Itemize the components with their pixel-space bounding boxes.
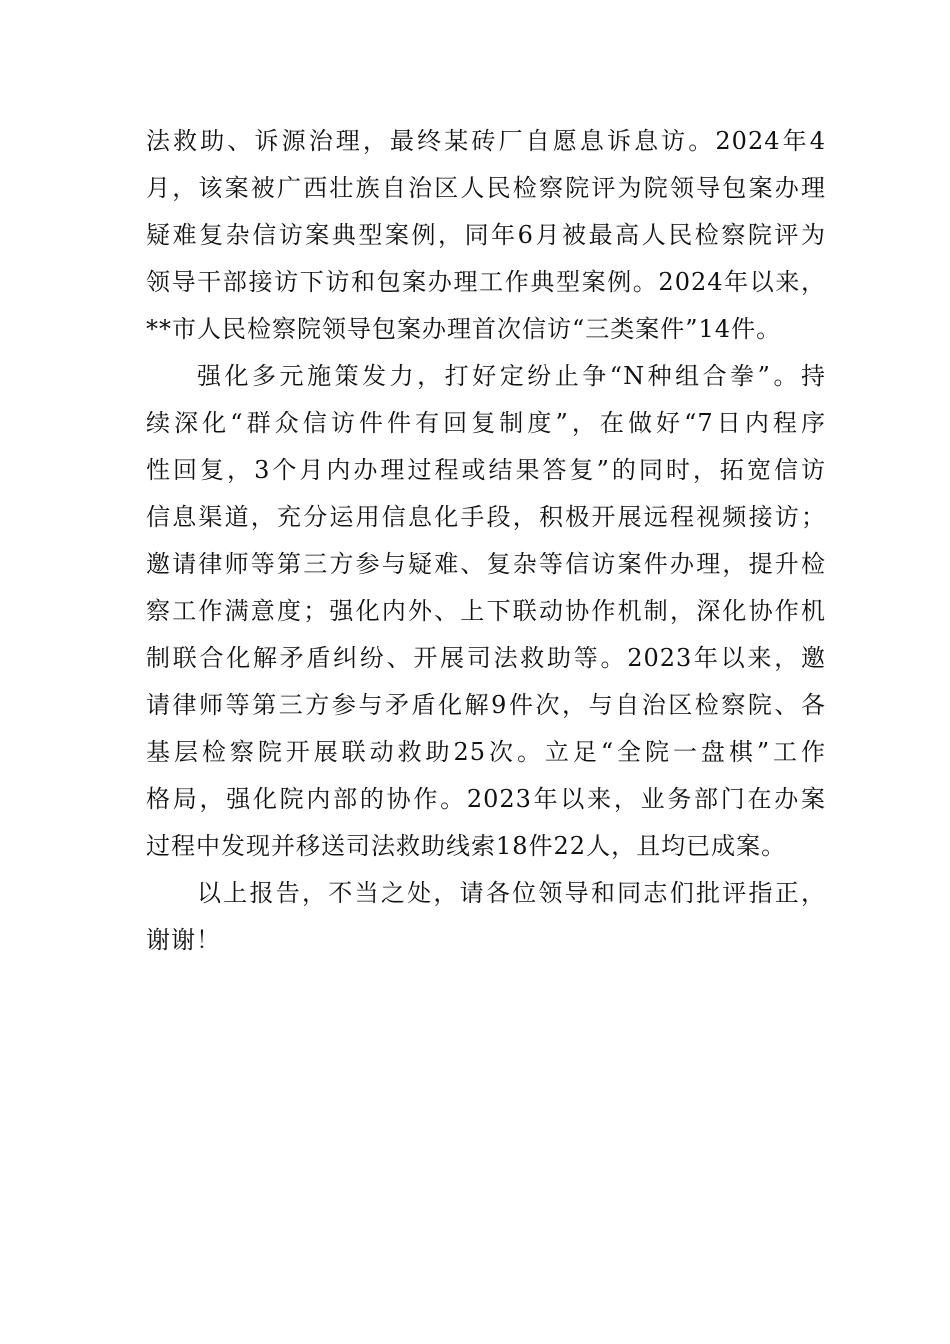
text-line: 邀请律师等第三方参与疑难、复杂等信访案件办理，提升检 xyxy=(146,550,826,578)
text-line: **市人民检察院领导包案办理首次信访“三类案件”14件。 xyxy=(146,315,782,343)
document-body xyxy=(146,118,826,964)
text-line: 察工作满意度；强化内外、上下联动协作机制，深化协作机 xyxy=(146,597,826,625)
text-line: 领导干部接访下访和包案办理工作典型案例。2024年以来， xyxy=(146,268,826,296)
text-line: 以上报告，不当之处，请各位领导和同志们批评指正， xyxy=(197,879,826,907)
text-line: 过程中发现并移送司法救助线索18件22人，且均已成案。 xyxy=(146,832,787,860)
text-line: 疑难复杂信访案典型案例，同年6月被最高人民检察院评为 xyxy=(146,221,826,249)
text-line: 性回复，3个月内办理过程或结果答复”的同时，拓宽信访 xyxy=(146,456,826,484)
text-line: 强化多元施策发力，打好定纷止争“N种组合拳”。持 xyxy=(197,362,826,390)
text-line: 续深化“群众信访件件有回复制度”，在做好“7日内程序 xyxy=(146,409,826,437)
text-line: 制联合化解矛盾纠纷、开展司法救助等。2023年以来，邀 xyxy=(146,644,826,672)
paragraph-multi-measures xyxy=(146,353,826,870)
text-line: 格局，强化院内部的协作。2023年以来，业务部门在办案 xyxy=(146,785,826,813)
paragraph-closing xyxy=(146,870,826,964)
paragraph-case-result xyxy=(146,118,826,353)
text-line: 请律师等第三方参与矛盾化解9件次，与自治区检察院、各 xyxy=(146,691,826,719)
text-line: 月，该案被广西壮族自治区人民检察院评为院领导包案办理 xyxy=(146,174,826,202)
text-line: 法救助、诉源治理，最终某砖厂自愿息诉息访。2024年4 xyxy=(146,127,826,155)
text-line: 基层检察院开展联动救助25次。立足“全院一盘棋”工作 xyxy=(146,738,826,766)
text-line: 谢谢！ xyxy=(146,926,221,954)
text-line: 信息渠道，充分运用信息化手段，积极开展远程视频接访； xyxy=(146,503,826,531)
